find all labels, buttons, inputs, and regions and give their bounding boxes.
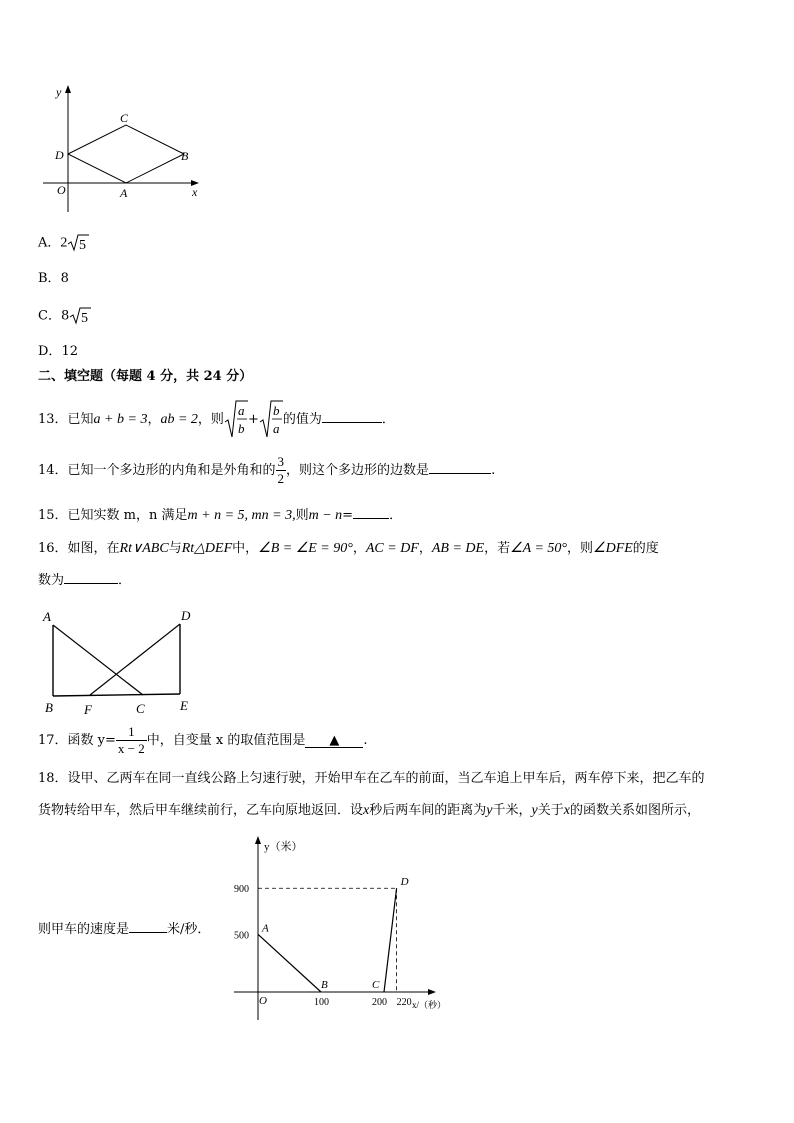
q16-line1-e: ，则	[567, 541, 594, 556]
label-d: D	[55, 148, 64, 162]
q15-text-a: 15．已知实数 m，n 满足	[38, 508, 188, 523]
label-x: x	[192, 185, 198, 199]
q15-expr: m + n = 5, mn = 3,	[187, 508, 296, 523]
option-b-value: 8	[60, 271, 69, 286]
q16-target: ∠DFE	[593, 541, 633, 556]
rhombus-abcd	[68, 125, 184, 183]
y-tick-500: 500	[234, 930, 249, 942]
q16-line1-d: ，若	[484, 541, 511, 556]
q18-line3-b: 米/秒．	[167, 922, 211, 937]
q15-eq: =	[342, 508, 354, 523]
option-c	[38, 306, 91, 326]
option-a-coef: 2	[60, 235, 68, 251]
sqrt-symbol	[67, 233, 89, 253]
q18-line2-e: 的函数关系如图所示，	[569, 803, 700, 818]
q13-expr1: a + b = 3	[93, 411, 148, 427]
chart-y-arrow	[255, 836, 261, 844]
q18-var-y2: y	[531, 803, 538, 818]
tri-label-a: A	[43, 609, 51, 624]
answer-blank-18[interactable]	[129, 920, 167, 933]
q16-line1-f: 的度	[632, 541, 659, 556]
label-y: y	[56, 85, 62, 99]
q18-var-x: x	[363, 803, 370, 818]
question-18-line-1: 18．设甲、乙两车在同一直线公路上匀速行驶，开始甲车在乙车的前面，当乙车追上甲车后，两车停下来，把乙车的	[38, 771, 705, 786]
q14-frac-den: 2	[277, 471, 285, 486]
option-a-letter: A．	[38, 235, 61, 251]
rhombus-figure	[38, 82, 208, 216]
q16-cond4: ∠A = 50°	[510, 541, 568, 556]
q16-line1-b: 与	[168, 541, 182, 556]
q14-end: .	[491, 463, 496, 478]
option-d-letter: D．	[38, 344, 62, 359]
point-label-b: B	[321, 979, 328, 991]
point-label-d: D	[400, 876, 409, 889]
q13-end: ．	[381, 411, 395, 427]
q13-num: 13．已知	[38, 411, 94, 427]
question-14	[38, 452, 495, 490]
q15-expr2: m − n	[308, 508, 343, 523]
q16-end: ．	[118, 573, 132, 588]
y-tick-900: 900	[234, 884, 249, 896]
tri-label-b: B	[45, 700, 53, 715]
option-b-letter: B．	[38, 271, 61, 286]
question-17	[38, 722, 368, 760]
option-c-coef: 8	[60, 308, 70, 324]
q16-cond3: AB = DE	[431, 541, 485, 556]
q16-rt2: Rt△DEF	[181, 541, 233, 556]
q18-var-y: y	[486, 803, 493, 818]
label-a: A	[120, 186, 128, 200]
q13-plus: +	[247, 411, 259, 427]
q13-mid: ，则	[197, 411, 224, 427]
q17-frac-den: x − 2	[117, 741, 145, 756]
q16-rt1: Rt∨ABC	[119, 541, 169, 556]
answer-blank-13[interactable]	[322, 410, 382, 423]
tri-label-c: C	[136, 701, 145, 716]
option-b	[38, 270, 69, 288]
q17-frac-num: 1	[116, 724, 147, 741]
question-13	[38, 398, 395, 441]
q13-frac1-num: a	[237, 403, 245, 418]
answer-blank-15[interactable]	[353, 506, 389, 519]
sqrt-frac-1	[224, 398, 248, 441]
label-b: B	[181, 149, 189, 163]
x-tick-200: 200	[372, 997, 387, 1008]
y-axis-arrow	[65, 85, 71, 93]
chart-xlabel: x/（秒）	[412, 1000, 447, 1010]
answer-blank-16[interactable]	[64, 571, 118, 584]
q16-line2: 数为	[38, 573, 65, 588]
sqrt-frac-2	[259, 398, 283, 441]
option-a	[38, 233, 89, 253]
q18-line3-a: 则甲车的速度是	[38, 922, 130, 937]
q14-frac-num: 3	[277, 454, 285, 469]
option-d-value: 12	[61, 344, 78, 359]
q18-line2-b: 秒后两车间的距离为	[369, 803, 487, 818]
q13-frac2-num: b	[272, 403, 280, 418]
point-label-c: C	[372, 979, 380, 991]
q17-marker: ▲	[329, 733, 340, 748]
q17-end: .	[363, 733, 368, 748]
q18-line2-a: 货物转给甲车，然后甲车继续前行，乙车向原地返回．设	[38, 803, 364, 818]
segment-c-d	[384, 888, 397, 992]
q13-tail: 的值为	[282, 411, 322, 427]
label-o: O	[57, 183, 66, 197]
q17-fraction	[116, 724, 147, 757]
question-18-line-3	[38, 920, 210, 939]
option-c-rad: 5	[81, 311, 89, 326]
answer-blank-14[interactable]	[429, 461, 491, 474]
question-16-line-2	[38, 571, 131, 590]
q16-line1-a: 16．如图，在	[38, 541, 120, 556]
chart-ylabel: y（米）	[264, 841, 303, 853]
q16-cond1: ∠B = ∠E = 90°	[258, 541, 353, 556]
q13-frac2-den: a	[272, 421, 280, 436]
question-16-line-1: 16．如图，在Rt∨ABC与Rt△DEF中，∠B = ∠E = 90°，AC = DF，AB = DE，若∠A = 50°，则∠DFE的度	[38, 541, 659, 556]
sqrt-symbol	[69, 306, 91, 326]
section-title: 二、填空题（每题 4 分，共 24 分）	[38, 369, 253, 384]
question-15	[38, 506, 402, 525]
tri-label-e: E	[180, 698, 188, 713]
chart-x-arrow	[428, 989, 436, 995]
q13-expr2: ab = 2	[160, 411, 198, 427]
q17-text-a: 17．函数 y=	[38, 733, 116, 748]
segment-a-b	[258, 934, 321, 992]
q16-cond2: AC = DF	[365, 541, 419, 556]
q14-fraction	[276, 454, 287, 487]
q14-text-b: ，则这个多边形的边数是	[286, 463, 430, 478]
answer-blank-17[interactable]	[305, 735, 363, 748]
option-a-rad: 5	[79, 238, 87, 253]
question-18-line-2	[38, 802, 700, 820]
point-label-a: A	[262, 922, 269, 935]
chart-origin: O	[259, 995, 267, 1007]
q13-sep: ，	[147, 411, 161, 427]
triangles-figure	[40, 606, 200, 718]
q15-end: ．	[389, 508, 403, 523]
q17-text-b: 中，自变量 x 的取值范围是	[146, 733, 306, 748]
x-tick-100: 100	[314, 997, 329, 1008]
q18-line2-c: 千米，	[492, 803, 532, 818]
q14-text-a: 14．已知一个多边形的内角和是外角和的	[38, 463, 276, 478]
x-tick-220: 220	[396, 997, 412, 1008]
tri-label-d: D	[181, 608, 191, 623]
tri-label-f: F	[84, 702, 92, 717]
q16-line1-c: 中，	[232, 541, 259, 556]
label-c: C	[120, 111, 129, 125]
q13-frac1-den: b	[237, 421, 245, 436]
option-d	[38, 343, 78, 361]
option-c-letter: C．	[38, 308, 61, 324]
q15-text-b: 则	[295, 508, 309, 523]
q18-line2-d: 关于	[537, 803, 564, 818]
distance-time-chart	[226, 834, 456, 1024]
q18-var-x2: x	[563, 803, 570, 818]
